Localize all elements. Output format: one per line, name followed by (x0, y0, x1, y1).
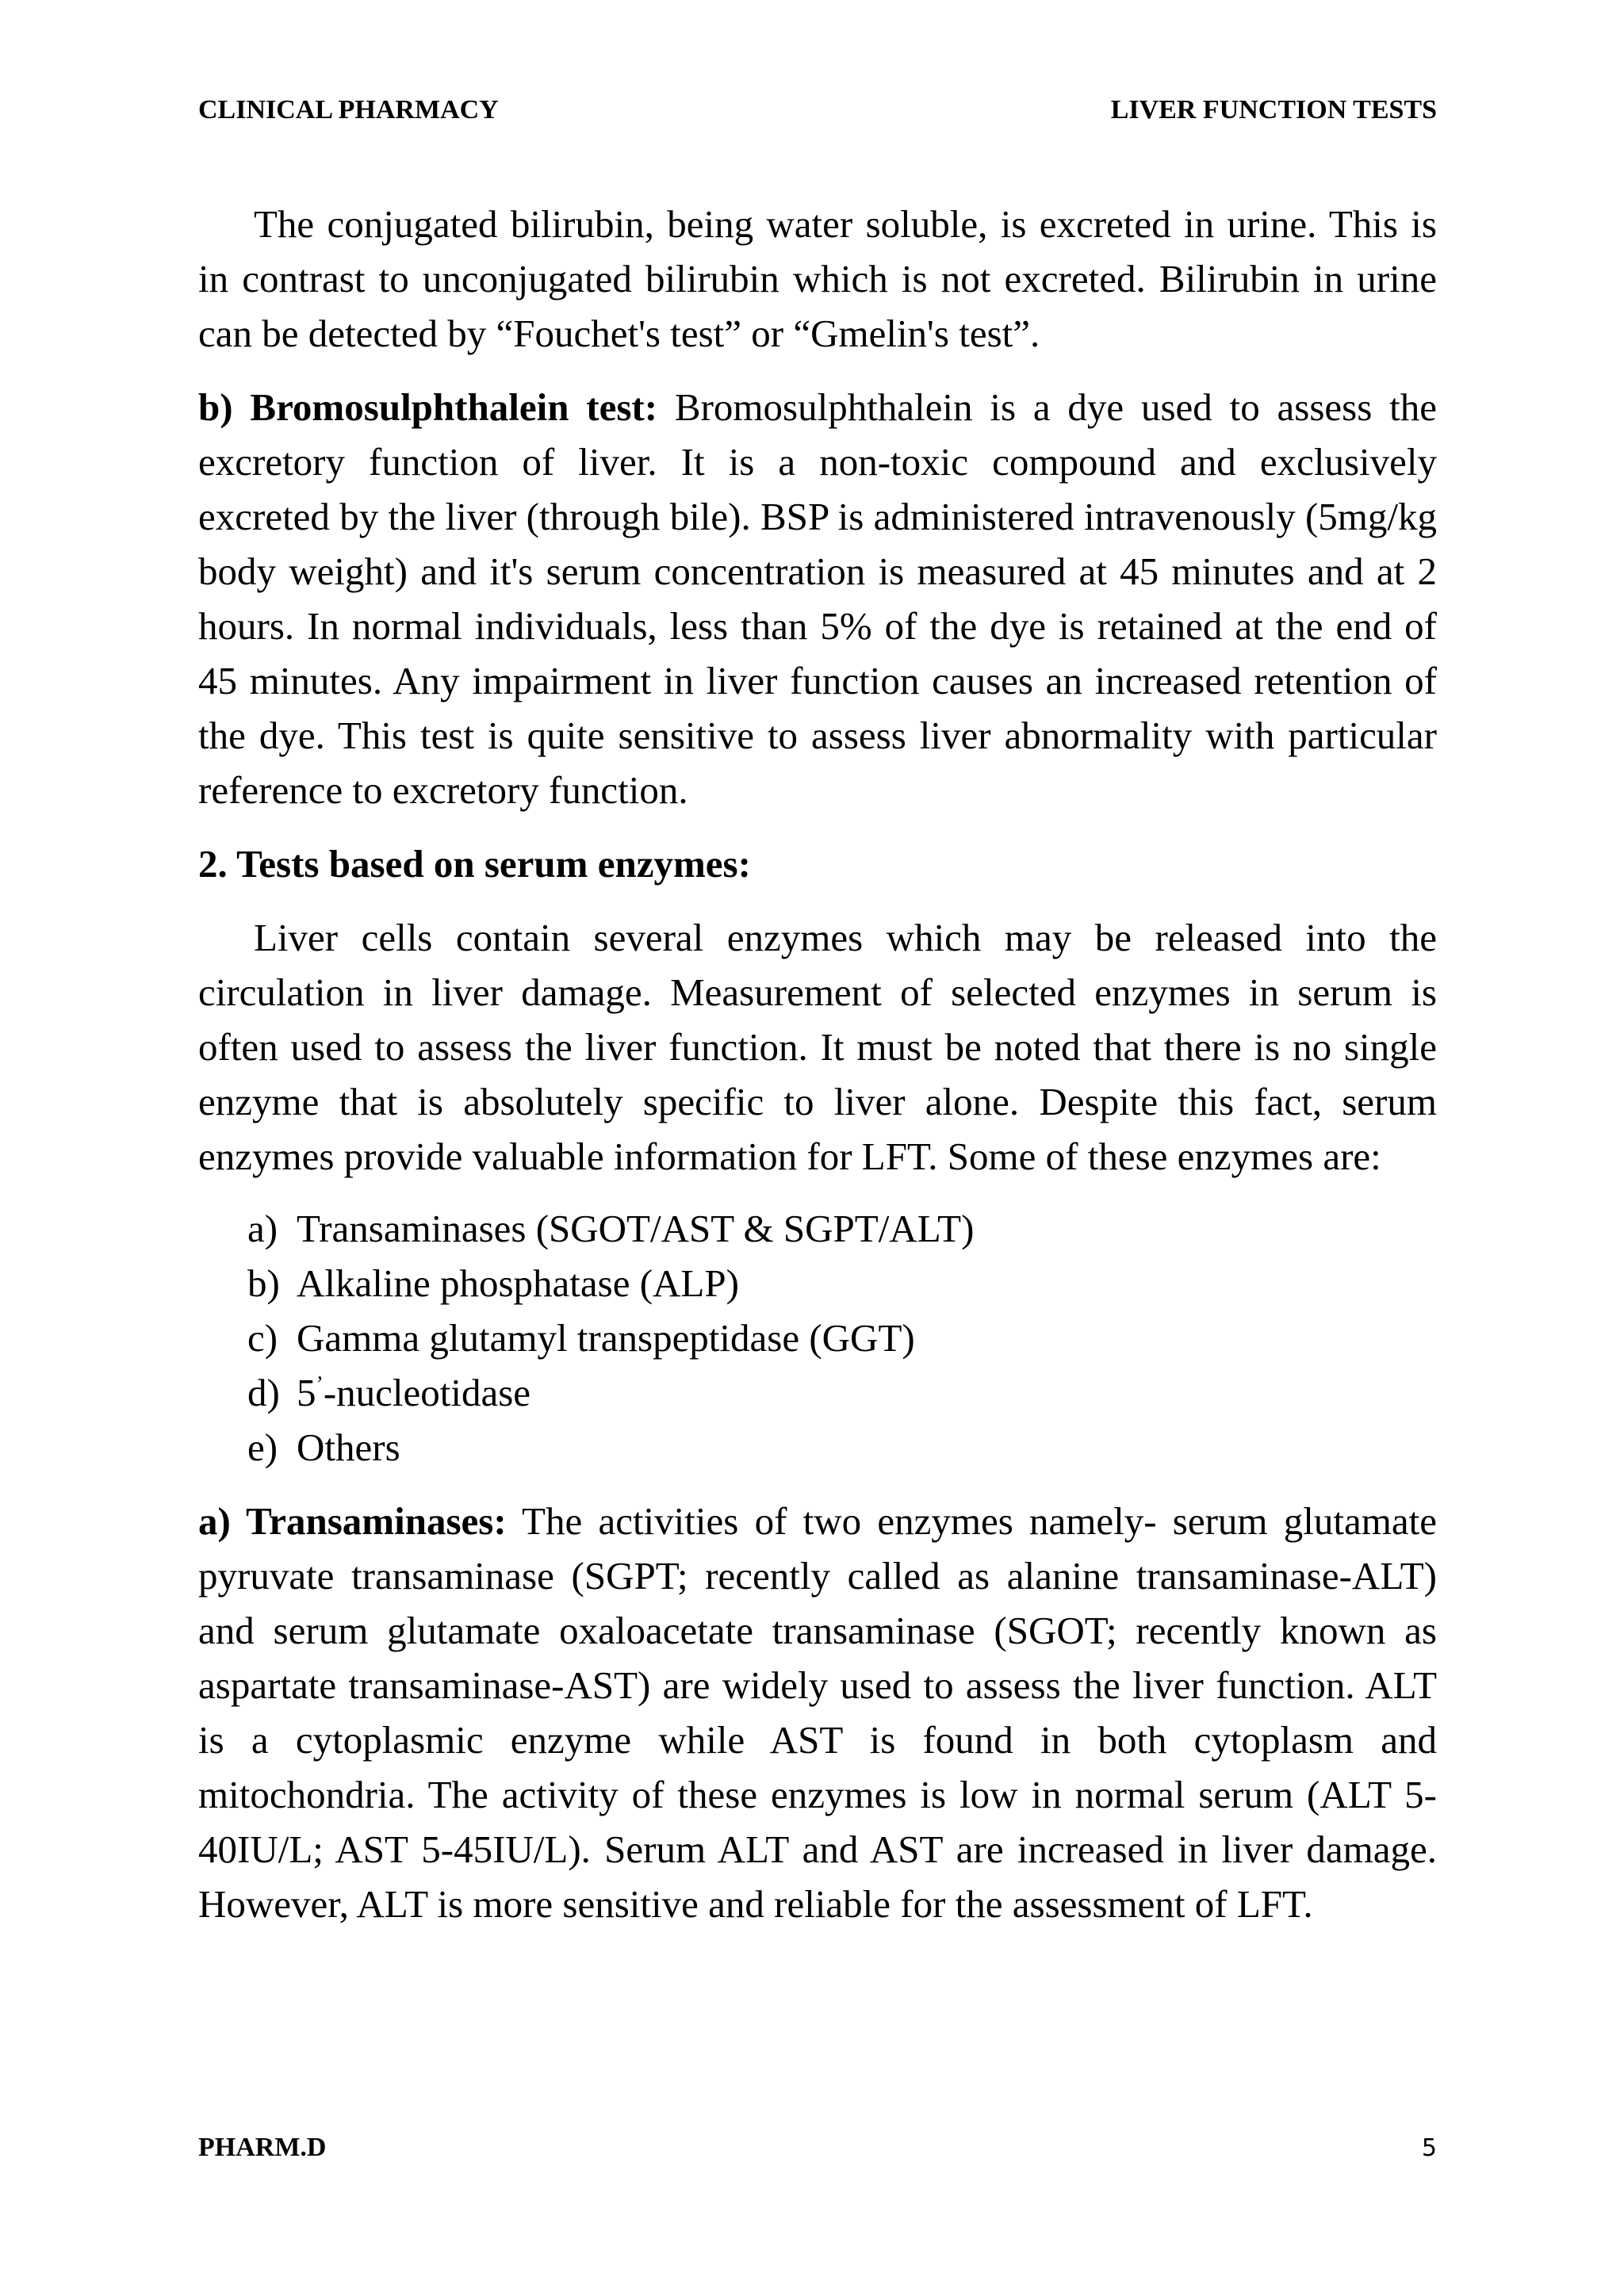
list-marker: e) (247, 1425, 278, 1469)
list-item-text: Alkaline phosphatase (ALP) (297, 1261, 739, 1305)
page-number: 5 (1421, 2134, 1437, 2162)
header-left: CLINICAL PHARMACY (198, 95, 499, 124)
list-marker: d) (247, 1371, 280, 1414)
list-item-prefix: 5 (297, 1371, 316, 1414)
running-footer (198, 2133, 1437, 2163)
prime-superscript: ’ (316, 1372, 324, 1397)
list-marker: a) (247, 1207, 278, 1250)
transaminases-title: a) Transaminases: (198, 1499, 507, 1543)
list-item-text: Transaminases (SGOT/AST & SGPT/ALT) (297, 1207, 975, 1250)
paragraph-bsp-test (198, 380, 1437, 817)
list-item (247, 1311, 1437, 1365)
section-heading-serum-enzymes: 2. Tests based on serum enzymes: (198, 842, 751, 886)
list-item (247, 1201, 1437, 1256)
header-right: LIVER FUNCTION TESTS (1110, 95, 1437, 124)
list-marker: b) (247, 1261, 280, 1305)
list-item (247, 1420, 1437, 1475)
running-header (198, 95, 1437, 125)
paragraph-conjugated-bilirubin: The conjugated bilirubin, being water soluble, is excreted in urine. This is in contrast to unconjugated bilirubin which is not excreted. Bilirubin in urine can be detected by “Fouchet's test” or “Gmelin's test”. (198, 202, 1437, 355)
paragraph-transaminases (198, 1494, 1437, 1931)
page-body (198, 197, 1437, 1931)
transaminases-text: The activities of two enzymes namely- serum glutamate pyruvate transaminase (SGPT; recently called as alanine transaminase-ALT) and serum glutamate oxaloacetate transaminase (SGOT; recently known as aspartate transaminase-AST) are widely used to assess the liver function. ALT is a cytoplasmic enzyme while AST is found in both cytoplasm and mitochondria. The activity of these enzymes is low in normal serum (ALT 5-40IU/L; AST 5-45IU/L). Serum ALT and AST are increased in liver damage. However, ALT is more sensitive and reliable for the assessment of LFT. (198, 1499, 1437, 1926)
list-item (247, 1365, 1437, 1420)
bsp-test-title: b) Bromosulphthalein test: (198, 385, 658, 429)
footer-left: PHARM.D (198, 2133, 327, 2162)
list-item-text: Gamma glutamyl transpeptidase (GGT) (297, 1316, 915, 1360)
list-item-text: Others (297, 1425, 400, 1469)
list-item (247, 1256, 1437, 1311)
list-item-text (297, 1365, 530, 1420)
paragraph-serum-enzymes: Liver cells contain several enzymes which may be released into the circulation in liver damage. Measurement of selected enzymes in serum is often used to assess the liver function. It must be noted that there is no single enzyme that is absolutely specific to liver alone. Despite this fact, serum enzymes provide valuable information for LFT. Some of these enzymes are: (198, 916, 1437, 1178)
list-item-suffix: -nucleotidase (323, 1371, 531, 1414)
list-marker: c) (247, 1316, 278, 1360)
bsp-test-text: Bromosulphthalein is a dye used to assess the excretory function of liver. It is a non-toxic compound and exclusively excreted by the liver (through bile). BSP is administered intravenously (5mg/kg body weight) and it's serum concentration is measured at 45 minutes and at 2 hours. In normal individuals, less than 5% of the dye is retained at the end of 45 minutes. Any impairment in liver function causes an increased retention of the dye. This test is quite sensitive to assess liver abnormality with particular reference to excretory function. (198, 385, 1437, 812)
enzyme-list (247, 1201, 1437, 1475)
